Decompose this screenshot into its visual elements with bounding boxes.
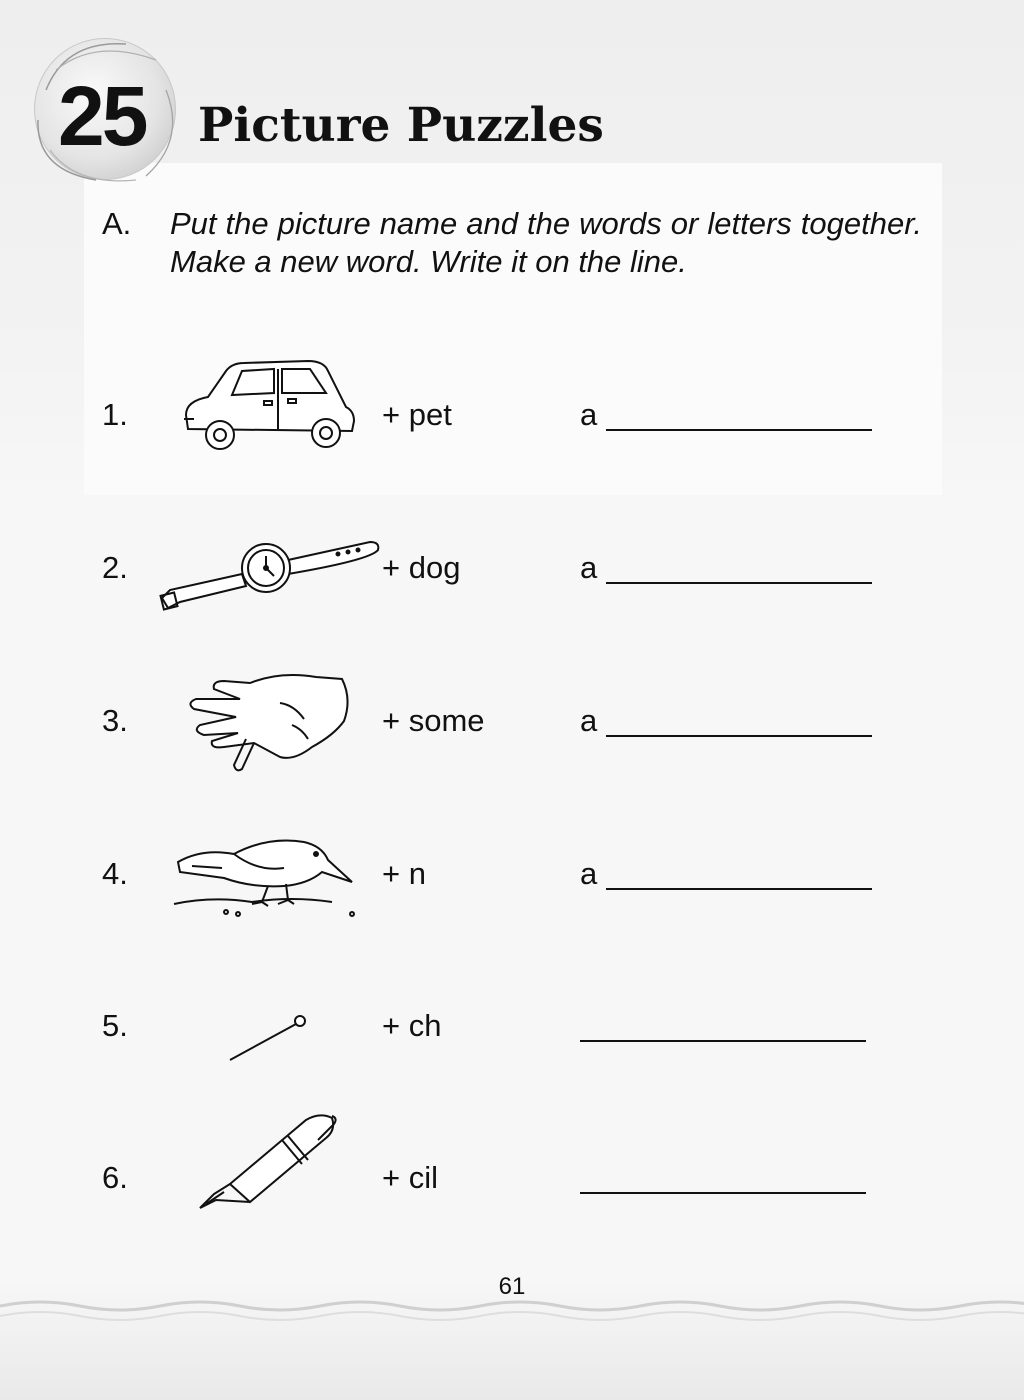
page-number: 61 <box>498 1273 526 1300</box>
item-suffix: + dog <box>382 550 461 585</box>
pen-icon <box>194 1110 342 1212</box>
answer-line[interactable] <box>580 1192 866 1194</box>
item-number: 2. <box>102 550 128 585</box>
answer-line[interactable] <box>606 735 872 737</box>
puzzle-item <box>0 814 1024 964</box>
puzzle-item <box>0 355 1024 505</box>
item-number: 4. <box>102 856 128 891</box>
crow-icon <box>172 832 362 918</box>
puzzle-item <box>0 966 1024 1116</box>
answer-line[interactable] <box>580 1040 866 1042</box>
item-suffix: + cil <box>382 1160 438 1195</box>
item-number: 6. <box>102 1160 128 1195</box>
item-number: 3. <box>102 703 128 738</box>
item-suffix: + some <box>382 703 485 738</box>
answer-line[interactable] <box>606 582 872 584</box>
watch-icon <box>156 530 382 618</box>
item-article: a <box>580 397 598 432</box>
hand-icon <box>184 669 354 777</box>
instruction-text: Put the picture name and the words or letters together. Make a new word. Write it on the line. <box>170 206 922 279</box>
item-number: 1. <box>102 397 128 432</box>
item-suffix: + n <box>382 856 426 891</box>
item-number: 5. <box>102 1008 128 1043</box>
answer-line[interactable] <box>606 888 872 890</box>
puzzle-item <box>0 661 1024 811</box>
page-footer-wave <box>0 1296 1024 1326</box>
pin-icon <box>226 1010 310 1064</box>
page-title: Picture Puzzles <box>198 98 604 153</box>
item-suffix: + ch <box>382 1008 442 1043</box>
car-icon <box>178 357 358 453</box>
lesson-number: 25 <box>58 69 146 163</box>
answer-line[interactable] <box>606 429 872 431</box>
item-article: a <box>580 703 598 738</box>
item-article: a <box>580 856 598 891</box>
puzzle-item <box>0 508 1024 658</box>
item-suffix: + pet <box>382 397 452 432</box>
item-article: a <box>580 550 598 585</box>
puzzle-item <box>0 1118 1024 1268</box>
instruction-letter: A. <box>102 206 132 241</box>
